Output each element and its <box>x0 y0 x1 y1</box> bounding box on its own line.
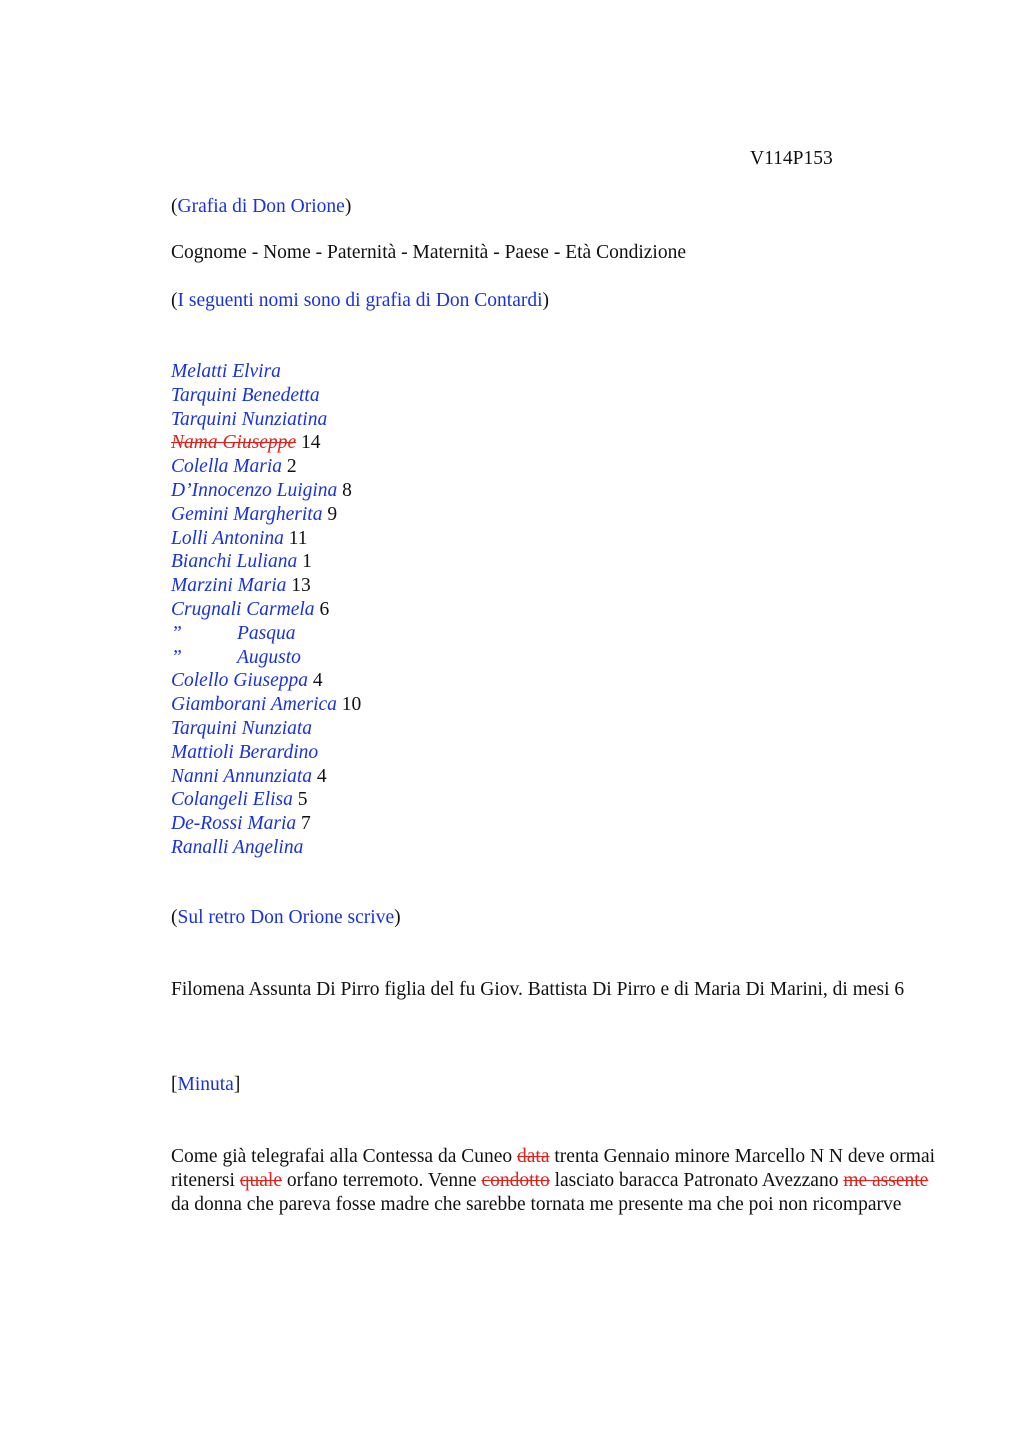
name-entry <box>171 788 941 812</box>
person-name: Tarquini Nunziata <box>171 717 313 739</box>
name-number: 9 <box>327 503 338 525</box>
person-name: Pasqua <box>237 622 296 644</box>
person-name: De-Rossi Maria <box>171 813 297 835</box>
letter-text: orfano terremoto. Venne <box>282 1170 482 1191</box>
minuta-label <box>171 1073 941 1097</box>
person-name: Giamborani America <box>171 694 337 716</box>
ditto-mark: ” <box>171 646 182 668</box>
name-entry <box>171 669 941 693</box>
struck-word: condotto <box>481 1170 550 1191</box>
contardi-note-text: I seguenti nomi sono di grafia di Don Contardi <box>177 290 543 311</box>
filomena-paragraph: Filomena Assunta Di Pirro figlia del fu Giov. Battista Di Pirro e di Maria Di Marini, di mesi 6 <box>171 979 905 1000</box>
name-number: 5 <box>297 789 308 811</box>
reference-code: V114P153 <box>750 148 833 169</box>
columns-line: Cognome - Nome - Paternità - Maternità - Paese - Età Condizione <box>171 242 686 263</box>
open-paren: ( <box>171 907 178 928</box>
person-name: Colello Giuseppa <box>171 670 309 692</box>
contardi-note <box>171 289 941 313</box>
close-bracket: ] <box>233 1074 241 1095</box>
name-number: 2 <box>286 456 297 478</box>
name-entry <box>171 455 941 479</box>
struck-word: me assente <box>843 1170 929 1191</box>
retro-note-text: Sul retro Don Orione scrive <box>177 907 395 928</box>
minuta-label-text: Minuta <box>177 1074 234 1095</box>
name-entry <box>171 598 941 622</box>
name-entry <box>171 527 941 551</box>
name-number: 4 <box>316 765 327 787</box>
name-entry <box>171 765 941 789</box>
person-name: D’Innocenzo Luigina <box>171 479 338 501</box>
name-number: 1 <box>302 551 312 573</box>
person-name: Marzini Maria <box>171 575 287 597</box>
person-name: Augusto <box>237 646 301 668</box>
person-name: Colella Maria <box>171 456 283 478</box>
person-name: Bianchi Luliana <box>171 551 298 573</box>
names-list <box>171 360 941 860</box>
letter-text: lasciato baracca Patronato Avezzano <box>549 1170 844 1191</box>
letter-paragraph <box>171 1145 936 1217</box>
name-entry <box>171 574 941 598</box>
name-entry <box>171 646 941 670</box>
close-paren: ) <box>542 290 550 311</box>
person-name: Tarquini Nunziatina <box>171 408 328 430</box>
name-number: 13 <box>291 575 311 597</box>
person-name: Crugnali Carmela <box>171 598 315 620</box>
name-number: 4 <box>312 670 323 692</box>
header-note-text: Grafia di Don Orione <box>177 196 345 217</box>
struck-word: quale <box>239 1170 282 1191</box>
name-number: 14 <box>301 432 321 454</box>
ditto-mark: ” <box>171 622 182 644</box>
retro-note <box>171 906 941 930</box>
name-entry <box>171 693 941 717</box>
name-entry <box>171 384 941 408</box>
name-number: 6 <box>319 598 330 620</box>
open-paren: ( <box>171 196 178 217</box>
name-entry <box>171 741 941 765</box>
close-paren: ) <box>344 196 352 217</box>
person-name: Nanni Annunziata <box>171 765 313 787</box>
person-name: Ranalli Angelina <box>171 836 304 858</box>
name-entry <box>171 503 941 527</box>
name-entry <box>171 408 941 432</box>
name-entry <box>171 479 941 503</box>
person-name: Melatti Elvira <box>171 361 281 382</box>
person-name: Gemini Margherita <box>171 503 323 525</box>
name-entry <box>171 836 941 860</box>
name-entry <box>171 360 941 384</box>
name-entry <box>171 431 941 455</box>
letter-text: trenta Gennaio minore Marcello N N deve ormai ritenersi <box>171 1146 936 1191</box>
letter-text: da donna che pareva fosse madre che sarebbe tornata me presente ma che poi non ricomparve <box>171 1194 902 1215</box>
name-number: 11 <box>288 527 308 549</box>
name-entry <box>171 550 941 574</box>
person-name: Tarquini Benedetta <box>171 384 320 406</box>
open-paren: ( <box>171 290 178 311</box>
struck-word: data <box>517 1146 550 1167</box>
header-note <box>171 195 941 219</box>
name-entry <box>171 717 941 741</box>
person-name: Lolli Antonina <box>171 527 284 549</box>
person-name: Colangeli Elisa <box>171 789 293 811</box>
name-entry <box>171 622 941 646</box>
name-entry <box>171 812 941 836</box>
person-name: Mattioli Berardino <box>171 741 319 763</box>
letter-text: Come già telegrafai alla Contessa da Cuneo <box>171 1146 518 1167</box>
close-paren: ) <box>394 907 401 928</box>
name-number: 8 <box>342 479 352 501</box>
name-number: 7 <box>301 813 311 835</box>
open-bracket: [ <box>171 1074 178 1095</box>
struck-name: Nama Giuseppe <box>171 432 297 454</box>
name-number: 10 <box>341 694 362 716</box>
